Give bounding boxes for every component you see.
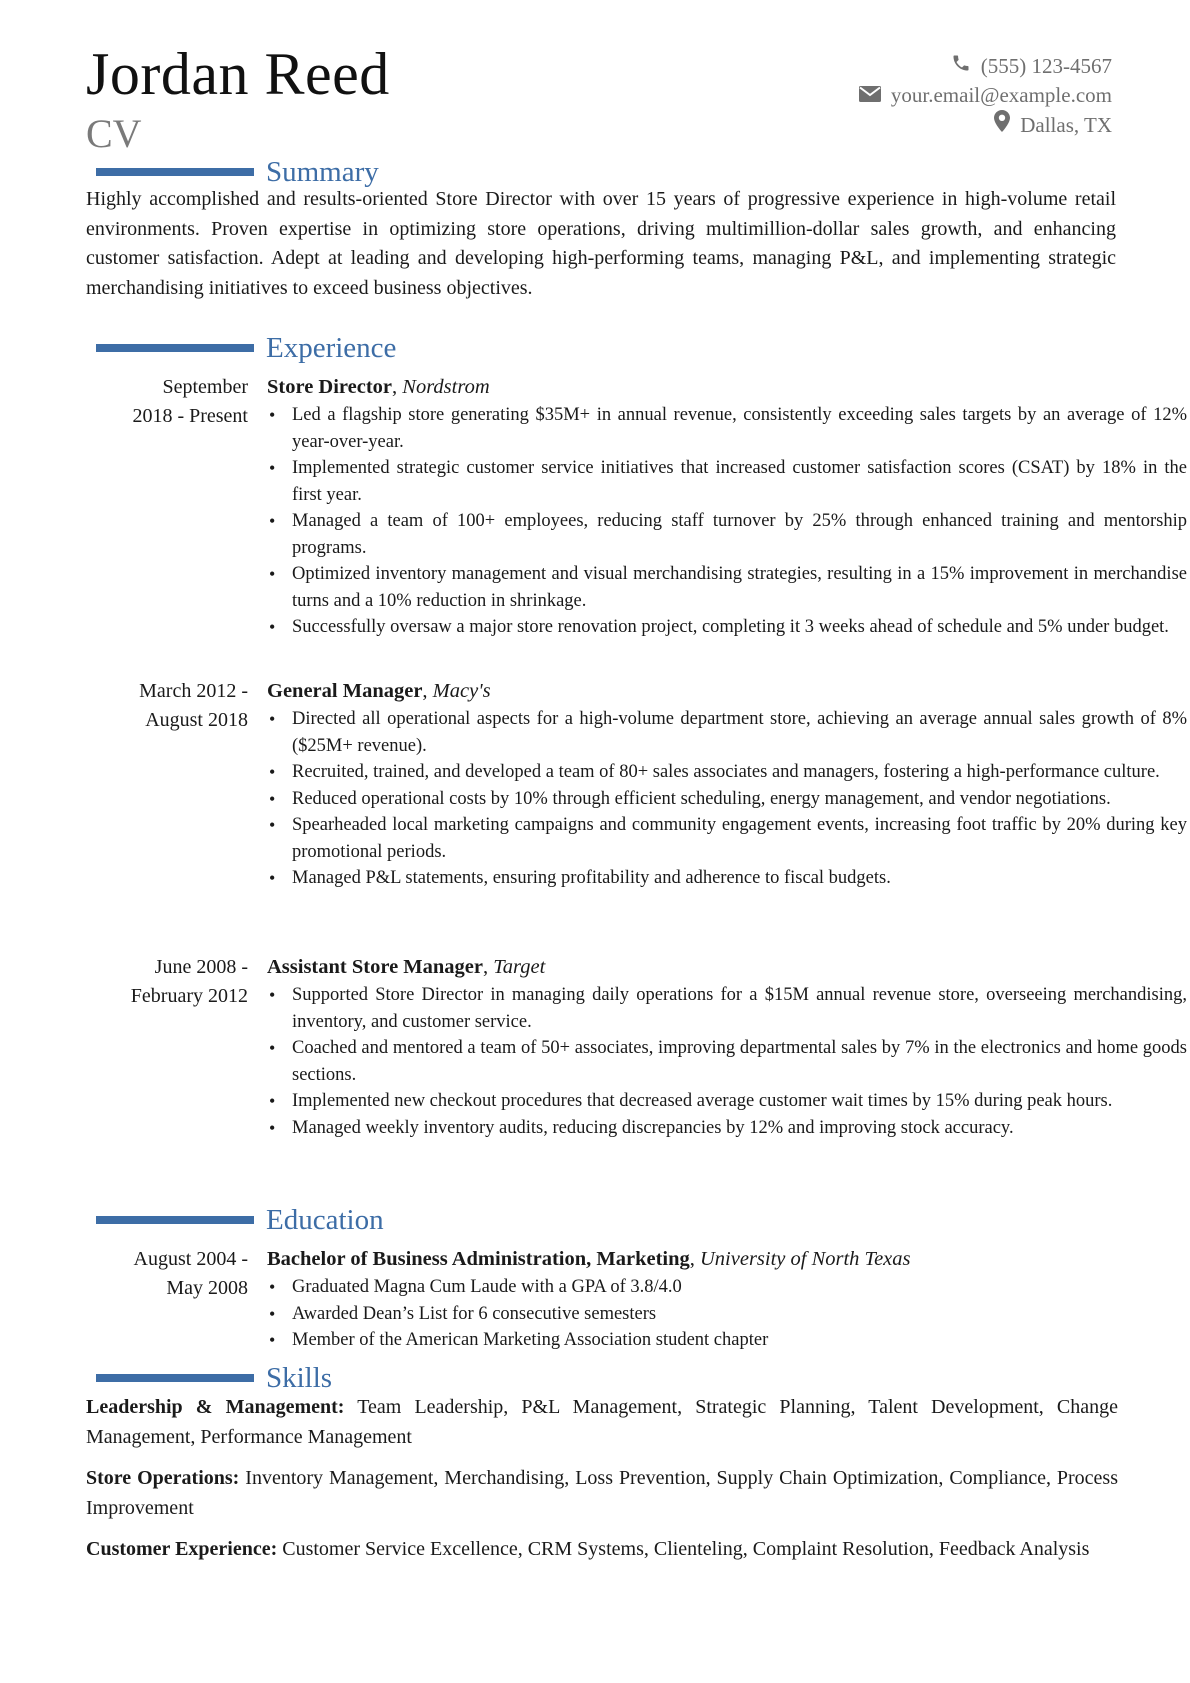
section-heading-skills xyxy=(96,1362,332,1394)
bullet-item: • Recruited, trained, and developed a team of 80+ sales associates and managers, fostering a high-performance culture. xyxy=(267,759,1187,786)
bullet-item: • Awarded Dean’s List for 6 consecutive semesters xyxy=(267,1301,1187,1328)
entry-body xyxy=(267,953,1187,1141)
entry-body xyxy=(267,677,1187,892)
bullet-list xyxy=(267,982,1187,1141)
bullet-item: • Supported Store Director in managing daily operations for a $15M annual revenue store, overseeing merchandising, inventory, and customer service. xyxy=(267,982,1187,1035)
bullet-item: • Led a flagship store generating $35M+ in annual revenue, consistently exceeding sales targets by an average of 12% year-over-year. xyxy=(267,402,1187,455)
contact-block xyxy=(859,52,1112,140)
skill-group-label: Customer Experience: xyxy=(86,1538,278,1560)
skill-group-label: Leadership & Management: xyxy=(86,1396,345,1418)
section-divider-bar xyxy=(96,1216,254,1224)
bullet-item: • Spearheaded local marketing campaigns and community engagement events, increasing foot traffic by 20% during key promotional periods. xyxy=(267,812,1187,865)
employer: Target xyxy=(493,956,546,978)
employer: Nordstrom xyxy=(402,376,490,398)
bullet-item: • Implemented new checkout procedures that decreased average customer wait times by 15% during peak hours. xyxy=(267,1088,1187,1115)
date-line: May 2008 xyxy=(166,1277,248,1299)
section-divider-bar xyxy=(96,168,254,176)
bullet-item: • Member of the American Marketing Association student chapter xyxy=(267,1327,1187,1354)
bullet-item: • Successfully oversaw a major store renovation project, completing it 3 weeks ahead of schedule and 5% under budget. xyxy=(267,614,1187,641)
entry-title: Bachelor of Business Administration, Marketing, University of North Texas xyxy=(267,1248,911,1270)
bullet-item: • Graduated Magna Cum Laude with a GPA of 3.8/4.0 xyxy=(267,1274,1187,1301)
institution: University of North Texas xyxy=(700,1248,911,1270)
bullet-list xyxy=(267,1274,1187,1354)
entry-title: Assistant Store Manager, Target xyxy=(267,956,546,978)
bullet-item: • Optimized inventory management and visual merchandising strategies, resulting in a 15% improvement in merchandise turns and a 10% reduction in shrinkage. xyxy=(267,561,1187,614)
entry-title: General Manager, Macy's xyxy=(267,680,491,702)
skill-group xyxy=(86,1393,1118,1452)
entry-body xyxy=(267,1245,1187,1354)
section-heading-summary xyxy=(96,156,379,188)
phone-number[interactable]: (555) 123-4567 xyxy=(980,54,1112,78)
email-address[interactable]: your.email@example.com xyxy=(890,83,1112,107)
phone-icon xyxy=(951,52,971,81)
section-divider-bar xyxy=(96,1374,254,1382)
date-line: August 2018 xyxy=(145,709,248,731)
section-heading-education xyxy=(96,1204,384,1236)
date-line: February 2012 xyxy=(130,985,248,1007)
contact-location xyxy=(859,110,1112,140)
section-title: Education xyxy=(266,1204,384,1236)
bullet-item: • Managed P&L statements, ensuring profitability and adherence to fiscal budgets. xyxy=(267,865,1187,892)
bullet-item: • Directed all operational aspects for a high-volume department store, achieving an average annual sales growth of 8% ($25M+ revenue). xyxy=(267,706,1187,759)
job-title: Store Director xyxy=(267,376,393,398)
entry-date xyxy=(86,953,248,1011)
map-marker-icon xyxy=(994,110,1010,140)
section-heading-experience xyxy=(96,332,396,364)
job-title: Assistant Store Manager xyxy=(267,956,483,978)
entry-body xyxy=(267,373,1187,641)
degree-title: Bachelor of Business Administration, Marketing xyxy=(267,1248,690,1270)
bullet-item: • Reduced operational costs by 10% through efficient scheduling, energy management, and vendor negotiations. xyxy=(267,786,1187,813)
date-line: September xyxy=(162,376,248,398)
contact-phone xyxy=(859,52,1112,81)
skill-group-items: Inventory Management, Merchandising, Loss Prevention, Supply Chain Optimization, Compliance, Process Improvement xyxy=(86,1467,1119,1519)
bullet-list xyxy=(267,402,1187,641)
location-text: Dallas, TX xyxy=(1020,112,1112,137)
skill-group-label: Store Operations: xyxy=(86,1467,240,1489)
skill-group xyxy=(86,1464,1118,1523)
bullet-item: • Managed a team of 100+ employees, reducing staff turnover by 25% through enhanced training and mentorship programs. xyxy=(267,508,1187,561)
date-line: June 2008 - xyxy=(154,956,248,978)
skill-group xyxy=(86,1535,1118,1565)
date-line: March 2012 - xyxy=(139,680,248,702)
job-title: General Manager xyxy=(267,680,423,702)
entry-date xyxy=(86,677,248,735)
section-divider-bar xyxy=(96,344,254,352)
skill-group-items: Team Leadership, P&L Management, Strategic Planning, Talent Development, Change Management, Performance Management xyxy=(86,1396,1119,1448)
summary-text: Highly accomplished and results-oriented Store Director with over 15 years of progressive experience in high-volume retail environments. Proven expertise in optimizing store operations, driving multimillion-dollar sales growth, and enhancing customer satisfaction. Adept at leading and developing high-performing teams, managing P&L, and implementing strategic merchandising initiatives to exceed business objectives. xyxy=(86,188,1116,299)
envelope-icon xyxy=(859,81,881,110)
section-title: Skills xyxy=(266,1362,333,1394)
bullet-item: • Implemented strategic customer service initiatives that increased customer satisfaction scores (CSAT) by 18% in the first year. xyxy=(267,455,1187,508)
section-title: Summary xyxy=(266,156,379,188)
entry-date xyxy=(86,373,248,431)
employer: Macy's xyxy=(432,680,491,702)
contact-email xyxy=(859,81,1112,110)
document-subtitle: CV xyxy=(86,111,142,156)
bullet-item: • Managed weekly inventory audits, reducing discrepancies by 12% and improving stock accuracy. xyxy=(267,1115,1187,1142)
entry-title: Store Director, Nordstrom xyxy=(267,376,490,398)
section-title: Experience xyxy=(266,332,397,364)
skill-group-items: Customer Service Excellence, CRM Systems, Clienteling, Complaint Resolution, Feedback Analysis xyxy=(282,1538,1090,1560)
bullet-item: • Coached and mentored a team of 50+ associates, improving departmental sales by 7% in the electronics and home goods sections. xyxy=(267,1035,1187,1088)
entry-date xyxy=(86,1245,248,1303)
date-line: 2018 - Present xyxy=(132,405,248,427)
candidate-name: Jordan Reed xyxy=(86,41,390,107)
bullet-list xyxy=(267,706,1187,892)
date-line: August 2004 - xyxy=(133,1248,248,1270)
